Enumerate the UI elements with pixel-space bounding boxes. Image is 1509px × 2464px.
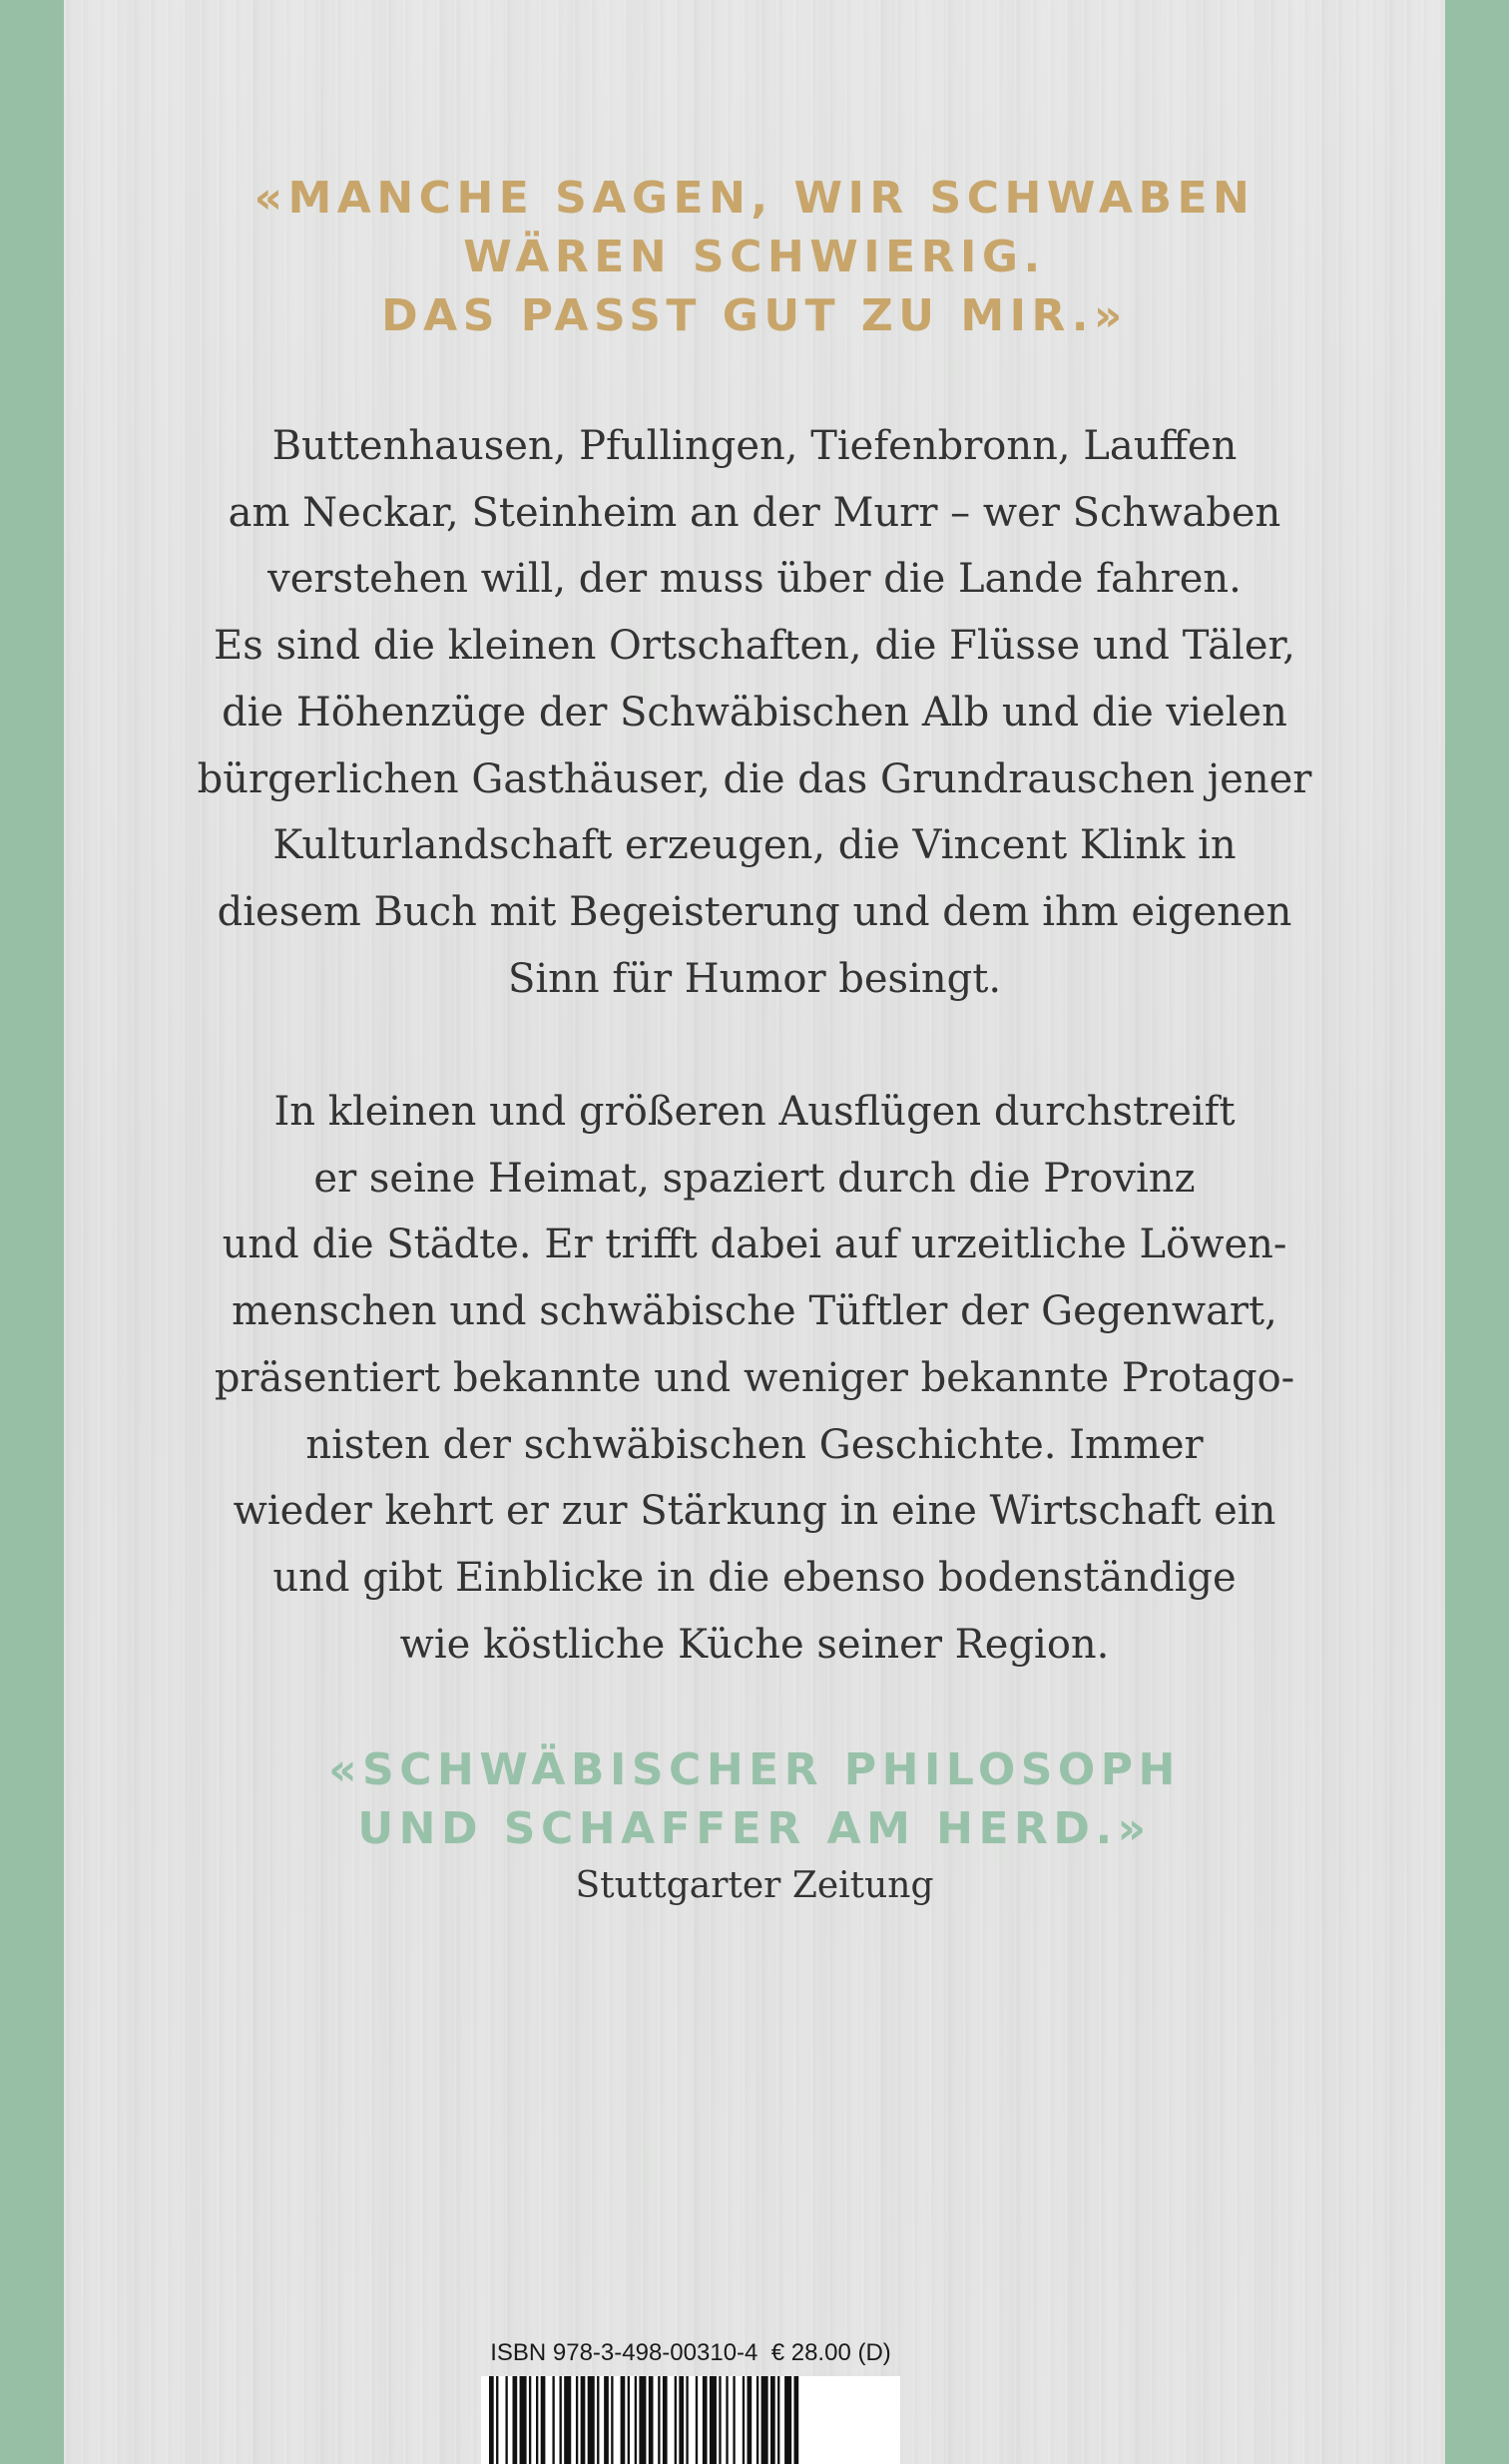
barcode-bar [552,2376,554,2464]
barcode-bar [604,2376,609,2464]
paragraph-line: menschen und schwäbische Tüftler der Gegenwart, [232,1288,1277,1335]
barcode-bar [710,2376,717,2464]
barcode-bar [756,2376,758,2464]
paragraph-line: präsentiert bekannte und weniger bekannte Protago- [214,1354,1295,1401]
paragraph-line: wieder kehrt er zur Stärkung in eine Wirtschaft ein [233,1488,1276,1535]
press-quote-line: «SCHWÄBISCHER PHILOSOPH [328,1744,1181,1795]
barcode-bar [777,2376,779,2464]
barcode-bar [679,2376,684,2464]
barcode-bar [513,2376,518,2464]
paragraph-line: Buttenhausen, Pfullingen, Tiefenbronn, Lauffen [271,423,1238,469]
barcode-bar [784,2376,791,2464]
barcode-bar [536,2376,538,2464]
barcode-bar [581,2376,586,2464]
paragraph-line: nisten der schwäbischen Geschichte. Immer [305,1421,1204,1468]
barcode-bar [564,2376,571,2464]
text-panel [64,0,1445,2464]
barcode-bar [541,2376,546,2464]
barcode-bar [719,2376,721,2464]
blurb-paragraph-1 [64,413,1445,1012]
barcode-bar [663,2376,668,2464]
top-quote-line: WÄREN SCHWIERIG. [463,232,1046,282]
barcode-bar [576,2376,578,2464]
barcode-bar [794,2376,799,2464]
paragraph-line: am Neckar, Steinheim an der Murr – wer Schwaben [228,489,1281,536]
paragraph-line: und gibt Einblicke in die ebenso bodenständige [272,1554,1237,1601]
barcode-bar [520,2376,527,2464]
barcode-bar [743,2376,745,2464]
barcode-bar [529,2376,531,2464]
press-quote-source: Stuttgarter Zeitung [575,1865,934,1906]
barcode [481,2376,900,2464]
barcode-bar [658,2376,660,2464]
price: € 28.00 (D) [770,2339,891,2366]
press-quote [64,1740,1445,1858]
paragraph-line: und die Städte. Er trifft dabei auf urzeitliche Löwen- [222,1222,1287,1268]
paragraph-line: Sinn für Humor besingt. [507,955,1002,1002]
top-quote-line: «MANCHE SAGEN, WIR SCHWABEN [253,173,1256,224]
barcode-bar [635,2376,637,2464]
paragraph-line: die Höhenzüge der Schwäbischen Alb und die vielen [222,689,1287,736]
paragraph-line: verstehen will, der muss über die Lande fahren. [267,556,1242,603]
barcode-bar [726,2376,728,2464]
isbn-price-line [479,2338,902,2368]
paragraph-line: er seine Heimat, spaziert durch die Provinz [313,1155,1196,1202]
barcode-bar [597,2376,599,2464]
press-quote-line: UND SCHAFFER AM HERD.» [357,1803,1152,1854]
barcode-bar [733,2376,735,2464]
barcode-bar [560,2376,562,2464]
paragraph-line: Kulturlandschaft erzeugen, die Vincent Klink in [272,822,1237,869]
blurb-paragraph-2 [64,1079,1445,1678]
isbn-number: ISBN 978-3-498-00310-4 [490,2339,758,2366]
paragraph-line: Es sind die kleinen Ortschaften, die Flüsse und Täler, [214,623,1295,670]
barcode-bar [703,2376,708,2464]
barcode-bar [489,2376,494,2464]
paragraph-line: bürgerlichen Gasthäuser, die das Grundrauschen jener [197,755,1312,802]
barcode-bar [628,2376,630,2464]
barcode-bar [761,2376,768,2464]
barcode-bar [675,2376,677,2464]
barcode-bar [649,2376,654,2464]
paragraph-line: In kleinen und größeren Ausflügen durchstreift [273,1089,1236,1135]
barcode-bar [639,2376,646,2464]
top-quote [64,169,1445,345]
barcode-bar [588,2376,595,2464]
barcode-bar [621,2376,626,2464]
top-quote-line: DAS PASST GUT ZU MIR.» [381,290,1128,341]
paragraph-line: wie köstliche Küche seiner Region. [399,1621,1110,1668]
barcode-bar [611,2376,613,2464]
barcode-bar [748,2376,753,2464]
barcode-bar [505,2376,507,2464]
barcode-bar [696,2376,698,2464]
barcode-bar [686,2376,688,2464]
barcode-bar [496,2376,498,2464]
barcode-bar [770,2376,775,2464]
paragraph-line: diesem Buch mit Begeisterung und dem ihm eigenen [217,888,1292,935]
